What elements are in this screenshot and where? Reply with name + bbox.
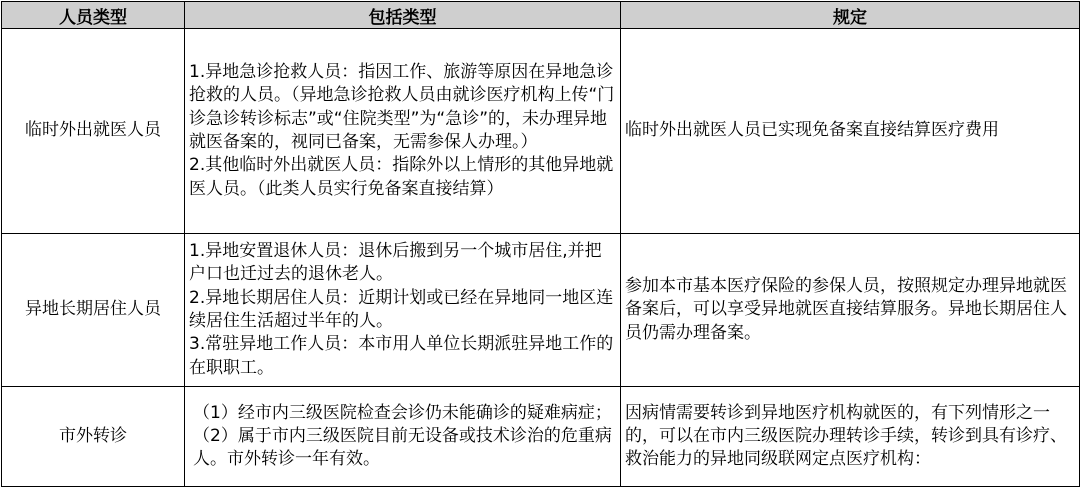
table-row [2, 387, 1080, 487]
regulation-cell: 因病情需要转诊到异地医疗机构就医的，有下列情形之一的，可以在市内三级医院办理转诊手续，转诊到具有诊疗、救治能力的异地同级联网定点医疗机构： [621, 387, 1080, 487]
included-types-cell [185, 387, 621, 487]
included-item: 1.异地安置退休人员：退休后搬到另一个城市居住,并把户口也迁过去的退休老人。 [189, 241, 602, 285]
header-person-type: 人员类型 [2, 2, 185, 29]
header-included-types: 包括类型 [185, 2, 621, 29]
included-types-cell [185, 234, 621, 387]
table-row [2, 29, 1080, 234]
regulation-cell: 参加本市基本医疗保险的参保人员，按照规定办理异地就医备案后，可以享受异地就医直接结算服务。异地长期居住人员仍需办理备案。 [621, 234, 1080, 387]
included-item: （2）属于市内三级医院目前无设备或技术诊治的危重病人。市外转诊一年有效。 [193, 425, 612, 470]
included-types-cell [185, 29, 621, 234]
included-item: （1）经市内三级医院检查会诊仍未能确诊的疑难病症； [193, 402, 612, 423]
person-type-cell: 市外转诊 [2, 387, 185, 487]
regulation-cell: 临时外出就医人员已实现免备案直接结算医疗费用 [621, 29, 1080, 234]
included-item: 2.其他临时外出就医人员：指除外以上情形的其他异地就医人员。（此类人员实行免备案直接结算） [189, 155, 614, 199]
included-item: 3.常驻异地工作人员：本市用人单位长期派驻异地工作的在职职工。 [189, 334, 614, 378]
person-type-cell: 临时外出就医人员 [2, 29, 185, 234]
person-type-cell: 异地长期居住人员 [2, 234, 185, 387]
header-row [2, 2, 1080, 29]
policy-table [1, 1, 1080, 487]
header-regulation: 规定 [621, 2, 1080, 29]
included-item: 2.异地长期居住人员：近期计划或已经在异地同一地区连续居住生活超过半年的人。 [189, 287, 614, 331]
included-item: 1.异地急诊抢救人员：指因工作、旅游等原因在异地急诊抢救的人员。（异地急诊抢救人员由就诊医疗机构上传“门诊急诊转诊标志”或“住院类型”为“急诊”的，未办理异地就医备案的，视同已备案，无需参保人办理。） [189, 62, 615, 152]
table-row [2, 234, 1080, 387]
